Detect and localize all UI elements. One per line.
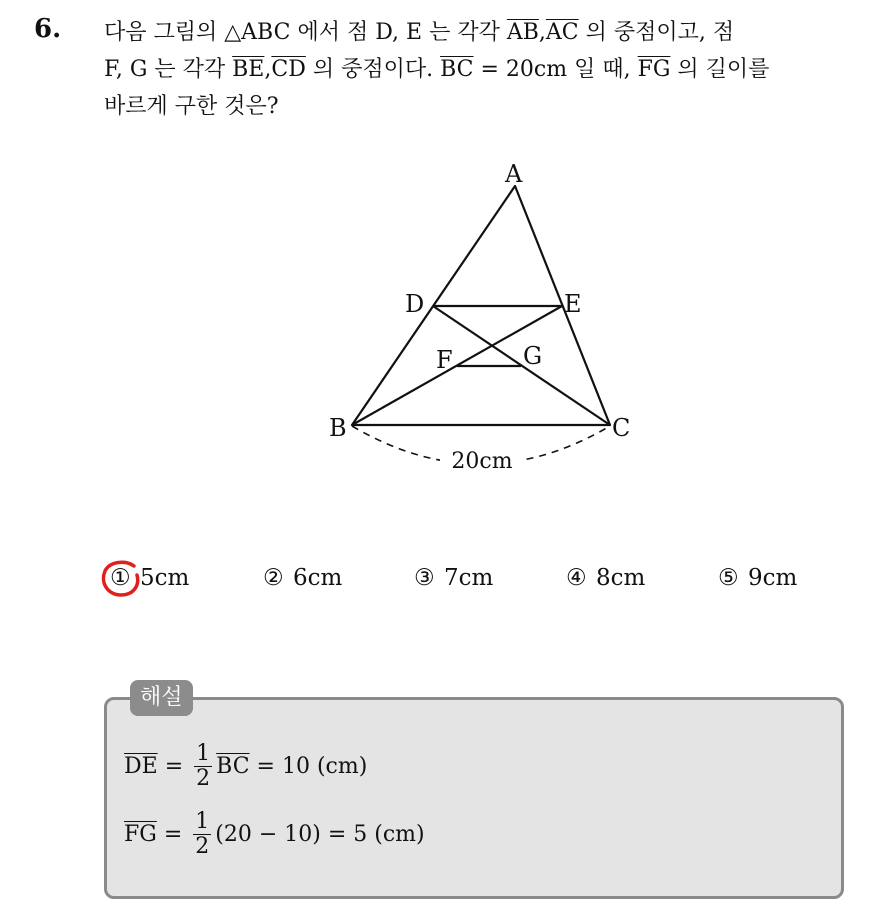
choice-3[interactable] [414,562,493,594]
label-d: D [405,290,425,318]
label-g: G [523,342,543,370]
solution-tab: 해설 [130,680,193,716]
eq1-fraction: $\frac{1}{2}$ [196,740,211,791]
solution-box [104,697,844,899]
choice-5[interactable] [718,562,797,594]
choice-1-mark: ① [110,565,131,591]
segment-ac: $\overline{AC}$ [545,20,579,45]
label-f: F [436,346,453,374]
choice-1-value: 5cm [140,565,190,591]
choice-4[interactable] [566,562,645,594]
question-line-2: F, G 는 각각 $\overline{BE},\overline{CD}$ 의 중점이다. $\overline{BC} = 20cm$ 일 때, $\overline{FG}$ 의 길이를 [104,57,770,82]
eq2-fraction: $\frac{1}{2}$ [195,808,210,859]
label-a: A [505,160,523,188]
question-line-1: 다음 그림의 △ABC 에서 점 D, E 는 각각 $\overline{AB},\overline{AC}$ 의 중점이고, 점 [104,20,735,45]
measure-label: 20cm [451,449,513,474]
question-text [104,14,864,125]
choice-4-value: 8cm [596,565,646,591]
segment-fg: $\overline{FG}$ [637,57,671,82]
eq1-segment: $\overline{BC}$ [216,753,250,779]
solution-equation-1: $\overline{DE}$ = $\frac{1}{2}$ $\overline{BC}$ = 10 (cm) [124,740,368,791]
label-b: B [329,414,347,442]
triangle-figure [300,150,660,490]
choice-4-mark: ④ [566,565,587,591]
choice-5-value: 9cm [748,565,798,591]
question-line-3: 바르게 구한 것은? [104,94,279,119]
solution-equation-2: $\overline{FG}$ = $\frac{1}{2}$ (20 − 10) = 5 (cm) [124,808,425,859]
selected-answer-circle [100,558,144,600]
label-c: C [612,414,631,442]
choice-5-mark: ⑤ [718,565,739,591]
segment-ab: $\overline{AB}$ [506,20,539,45]
choice-2[interactable] [263,562,342,594]
segment-be: $\overline{BE}$ [232,57,265,82]
choice-3-value: 7cm [444,565,494,591]
eq1-lhs: $\overline{DE}$ [124,753,158,779]
label-e: E [564,290,582,318]
question-number: 6. [34,14,62,44]
choice-2-mark: ② [263,565,284,591]
segment-cd: $\overline{CD}$ [271,57,306,82]
eq2-lhs: $\overline{FG}$ [124,821,157,847]
segment-bc: $\overline{BC}$ [440,57,474,82]
choice-3-mark: ③ [414,565,435,591]
choice-2-value: 6cm [293,565,343,591]
